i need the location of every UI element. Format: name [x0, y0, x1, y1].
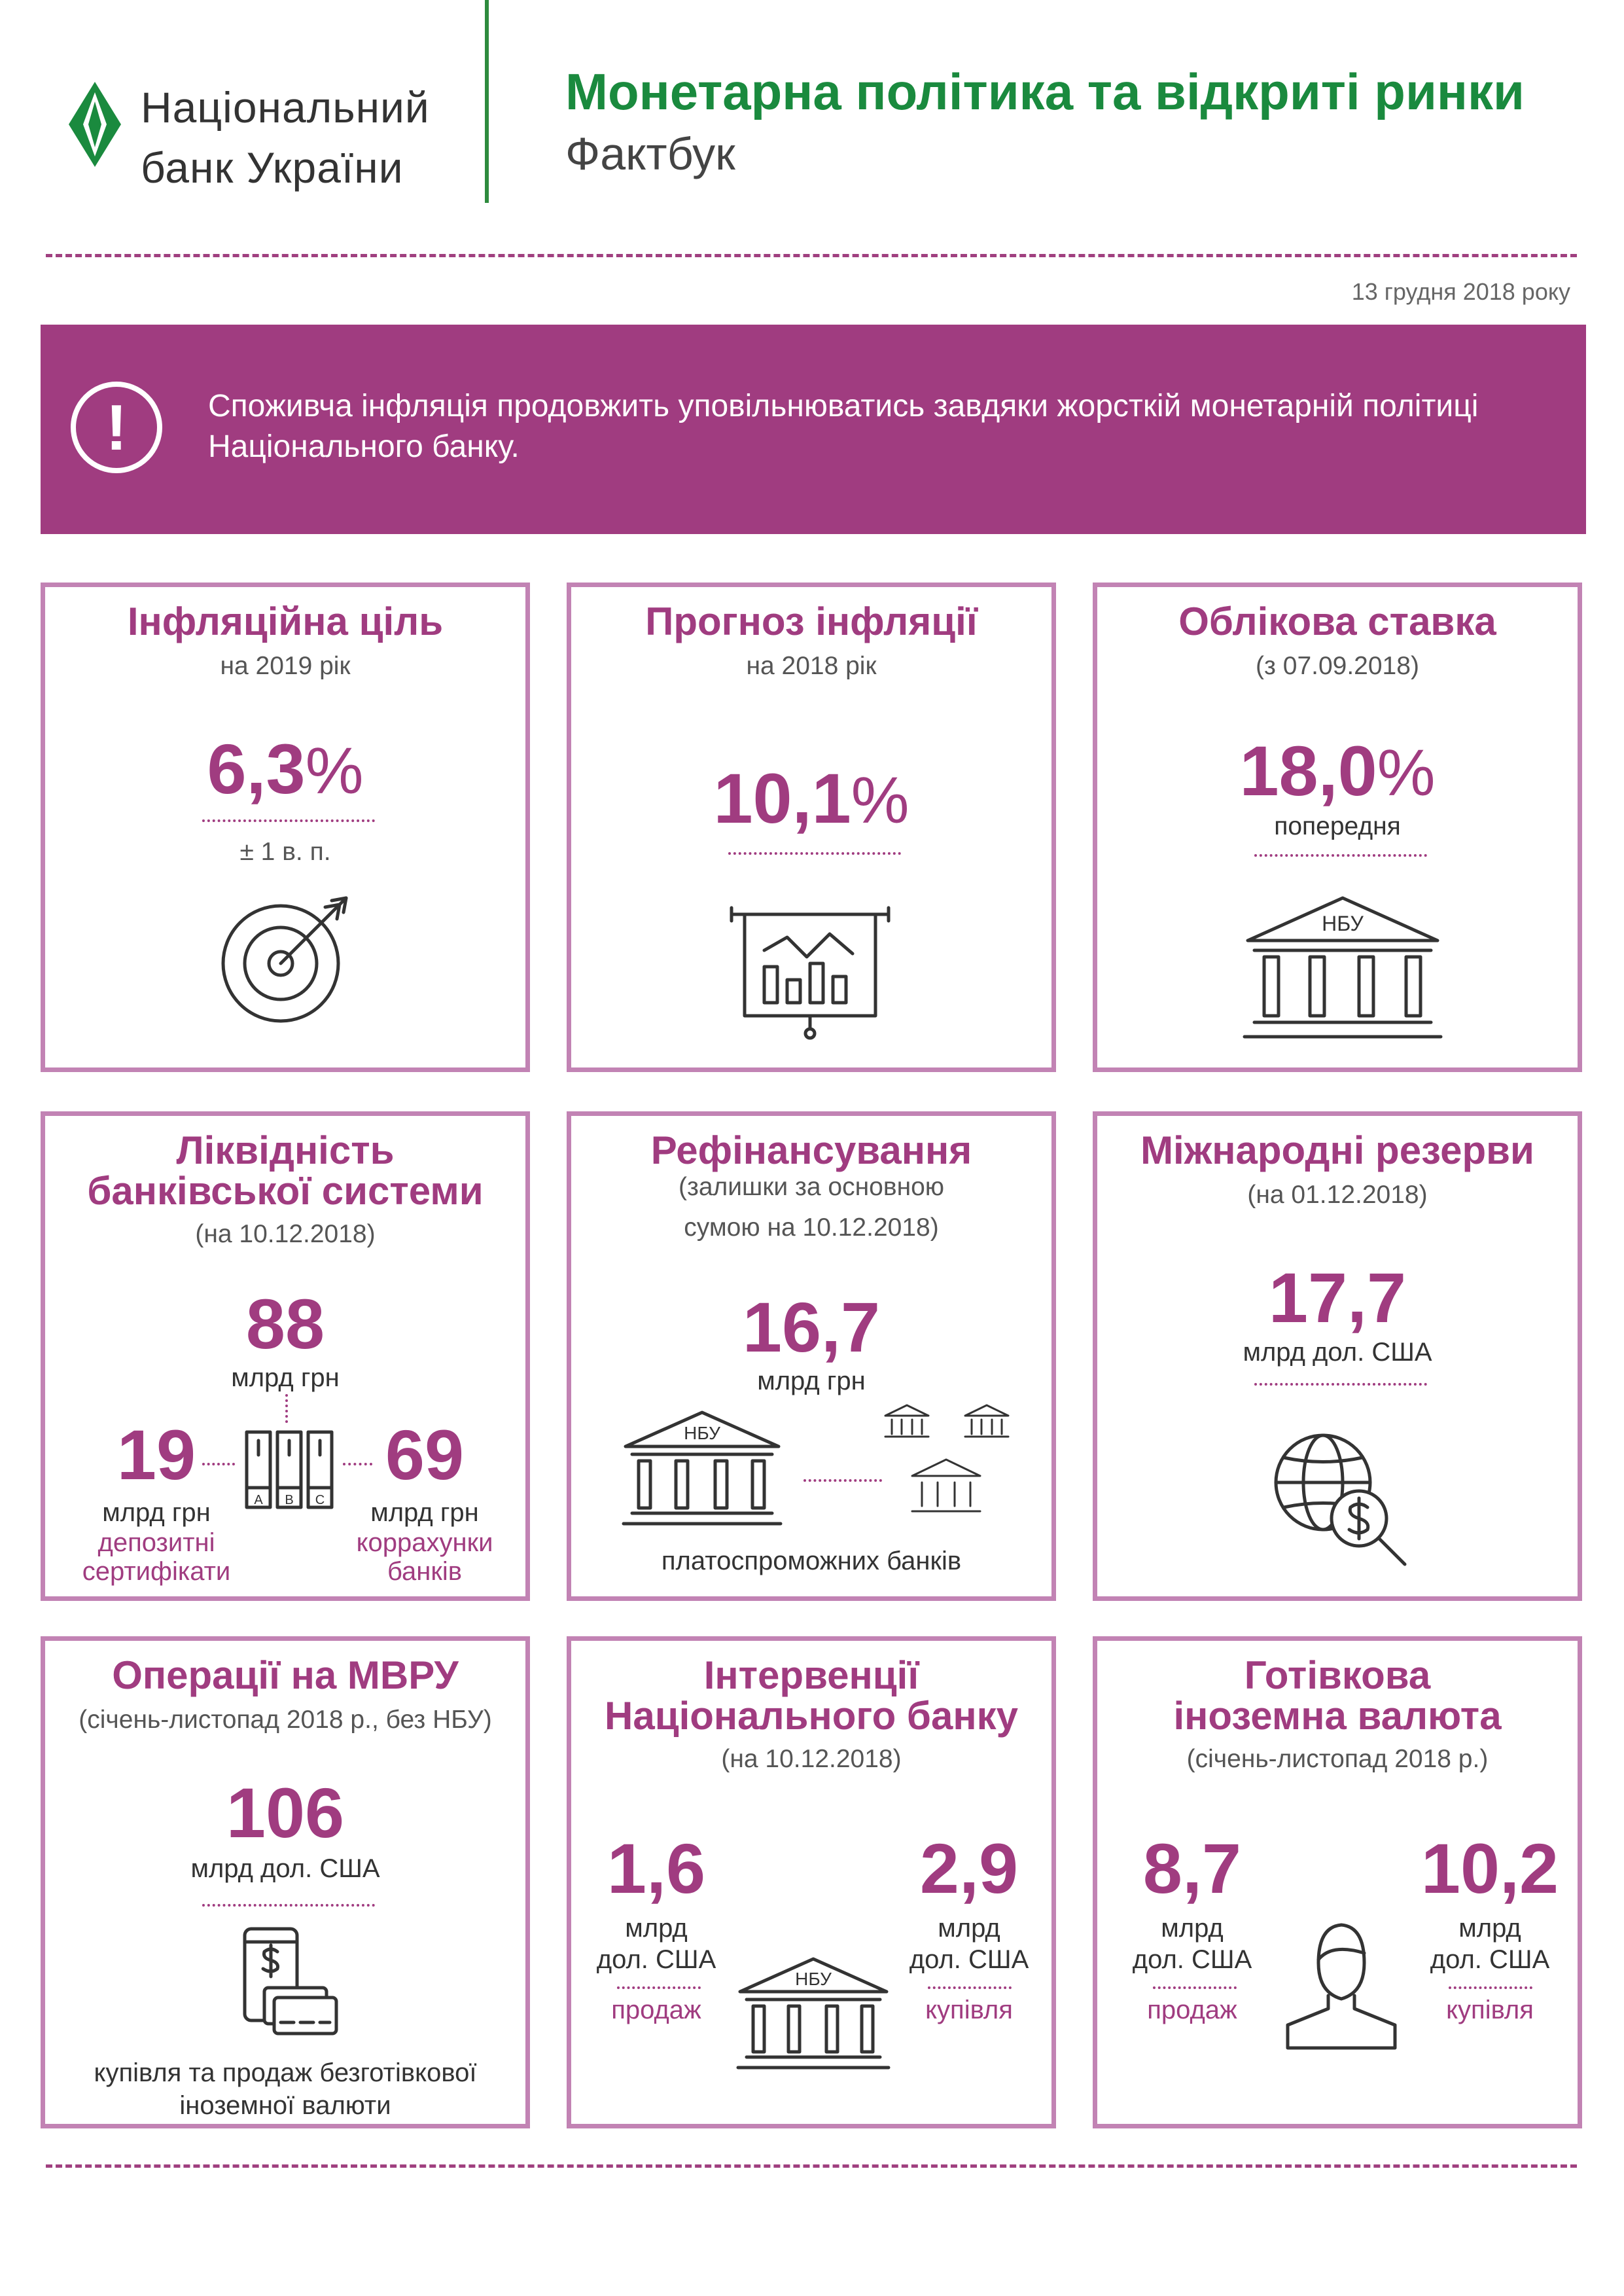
- intervention-buy-value: 2,9: [919, 1829, 1019, 1908]
- card-interventions: [567, 1636, 1056, 2128]
- small-bank-icon: [964, 1404, 1010, 1441]
- card-title-line2: банківської системи: [87, 1169, 484, 1213]
- card-note: ± 1 в. п.: [239, 838, 331, 866]
- logo-line1: Національний: [141, 83, 430, 132]
- bank-label: НБУ: [795, 1969, 832, 1989]
- nbu-logo-icon: [69, 82, 121, 167]
- target-icon: [222, 891, 353, 1022]
- header-divider: [485, 0, 489, 203]
- buy-unit: млрд дол. США: [1430, 1914, 1550, 1974]
- dotted-separator: [728, 852, 901, 855]
- card-subtitle: (січень-листопад 2018 р., без НБУ): [79, 1706, 492, 1734]
- card-discount-rate: [1093, 583, 1582, 1072]
- card-subtitle: (на 01.12.2018): [1247, 1181, 1428, 1209]
- card-fx-market: [41, 1636, 530, 2128]
- publication-date: 13 грудня 2018 року: [1351, 278, 1570, 305]
- cash-buy-value: 10,2: [1421, 1829, 1559, 1908]
- card-footer-line1: купівля та продаж безготівкової: [94, 2058, 477, 2087]
- corr-accounts-value: 69: [385, 1415, 465, 1494]
- card-subtitle: (на 10.12.2018): [195, 1220, 376, 1248]
- card-value: 6,3%: [207, 729, 364, 808]
- page-title: Монетарна політика та відкриті ринки: [565, 63, 1525, 120]
- bank-building-icon: [620, 1407, 784, 1528]
- top-dashed-divider: [46, 254, 1577, 257]
- card-subtitle: на 2018 рік: [746, 652, 877, 680]
- card-title-line1: Інтервенції: [703, 1653, 919, 1697]
- dotted-separator: [1449, 1986, 1532, 1989]
- dotted-separator: [617, 1986, 701, 1989]
- small-bank-icon: [884, 1404, 930, 1441]
- corr-accounts-label: коррахунки банків: [356, 1528, 493, 1586]
- card-title: Прогноз інфляції: [645, 600, 978, 643]
- bank-label: НБУ: [1322, 912, 1364, 935]
- person-icon: [1282, 1917, 1400, 2054]
- dotted-separator: [1153, 1986, 1237, 1989]
- presentation-chart-icon: [725, 901, 895, 1039]
- binder-label: B: [285, 1493, 294, 1507]
- card-value: 17,7: [1268, 1258, 1407, 1337]
- card-footer: платоспроможних банків: [661, 1547, 962, 1575]
- card-cash-fx: [1093, 1636, 1582, 2128]
- liquidity-total: 88: [245, 1284, 325, 1363]
- card-title: Облікова ставка: [1178, 600, 1496, 643]
- card-unit: млрд дол. США: [1243, 1338, 1432, 1367]
- card-title-line1: Ліквідність: [176, 1128, 395, 1172]
- card-footer-line2: іноземної валюти: [179, 2091, 391, 2120]
- card-subtitle: на 2019 рік: [220, 652, 351, 680]
- card-title: Міжнародні резерви: [1140, 1128, 1534, 1172]
- buy-label: купівля: [925, 1996, 1013, 2024]
- binder-label: A: [254, 1493, 263, 1507]
- intervention-sell-value: 1,6: [607, 1829, 706, 1908]
- globe-dollar-magnifier-icon: [1271, 1430, 1415, 1574]
- deposit-certificates-label: депозитні сертифікати: [82, 1528, 231, 1586]
- card-value: 18,0%: [1239, 731, 1436, 810]
- card-title-line1: Готівкова: [1244, 1653, 1431, 1697]
- phone-cards-icon: [241, 1926, 340, 2037]
- exclamation-icon: !: [71, 382, 162, 473]
- card-title: Інфляційна ціль: [127, 600, 444, 643]
- sell-unit: млрд дол. США: [1132, 1914, 1252, 1974]
- page-subtitle: Фактбук: [565, 128, 735, 179]
- sell-unit: млрд дол. США: [596, 1914, 716, 1974]
- bank-building-icon: [1241, 891, 1444, 1042]
- card-subtitle: (з 07.09.2018): [1256, 652, 1419, 680]
- dotted-separator: [1254, 854, 1427, 857]
- dotted-connector: [803, 1479, 882, 1482]
- card-refinancing: [567, 1111, 1056, 1601]
- binders-icon: [243, 1429, 335, 1513]
- deposit-certificates-unit: млрд грн: [102, 1498, 211, 1527]
- card-value: 106: [226, 1773, 345, 1852]
- dotted-connector: [343, 1463, 372, 1465]
- card-reserves: [1093, 1111, 1582, 1601]
- card-subtitle-line2: сумою на 10.12.2018): [684, 1213, 939, 1242]
- deposit-certificates-value: 19: [116, 1415, 196, 1494]
- card-liquidity: [41, 1111, 530, 1601]
- card-value: 16,7: [742, 1287, 881, 1367]
- sell-label: продаж: [1147, 1996, 1237, 2024]
- sell-label: продаж: [611, 1996, 701, 2024]
- banner-text: Споживча інфляція продовжить уповільнюватись завдяки жорсткій монетарній політиці Національного банку.: [208, 389, 1479, 464]
- card-inflation-forecast: [567, 583, 1056, 1072]
- card-unit: млрд грн: [757, 1367, 866, 1395]
- card-title: Операції на МВРУ: [112, 1653, 459, 1697]
- card-unit: млрд дол. США: [190, 1854, 380, 1883]
- card-value: 10,1%: [713, 759, 909, 838]
- buy-label: купівля: [1446, 1996, 1534, 2024]
- liquidity-total-unit: млрд грн: [231, 1363, 340, 1392]
- dotted-connector: [285, 1394, 288, 1423]
- bottom-dashed-divider: [46, 2164, 1577, 2168]
- dotted-separator: [202, 819, 375, 822]
- card-subtitle: (на 10.12.2018): [721, 1745, 902, 1773]
- card-note: попередня: [1274, 812, 1401, 840]
- card-title: Рефінансування: [650, 1128, 972, 1172]
- logo-line2: банк України: [141, 143, 404, 192]
- buy-unit: млрд дол. США: [909, 1914, 1029, 1974]
- dotted-separator: [928, 1986, 1012, 1989]
- card-subtitle: (січень-листопад 2018 р.): [1186, 1745, 1489, 1773]
- dotted-separator: [1254, 1383, 1427, 1386]
- cash-sell-value: 8,7: [1142, 1829, 1242, 1908]
- dotted-connector: [202, 1463, 235, 1465]
- bank-building-icon: [735, 1954, 892, 2072]
- card-title-line2: Національного банку: [605, 1694, 1018, 1738]
- corr-accounts-unit: млрд грн: [370, 1498, 479, 1527]
- binder-label: C: [315, 1493, 325, 1507]
- bank-label: НБУ: [684, 1423, 720, 1443]
- logo-text: [141, 77, 430, 198]
- card-subtitle-line1: (залишки за основною: [678, 1173, 945, 1201]
- dotted-separator: [202, 1904, 375, 1907]
- card-title-line2: іноземна валюта: [1173, 1694, 1502, 1738]
- card-inflation-target: [41, 583, 530, 1072]
- small-bank-icon: [910, 1458, 982, 1516]
